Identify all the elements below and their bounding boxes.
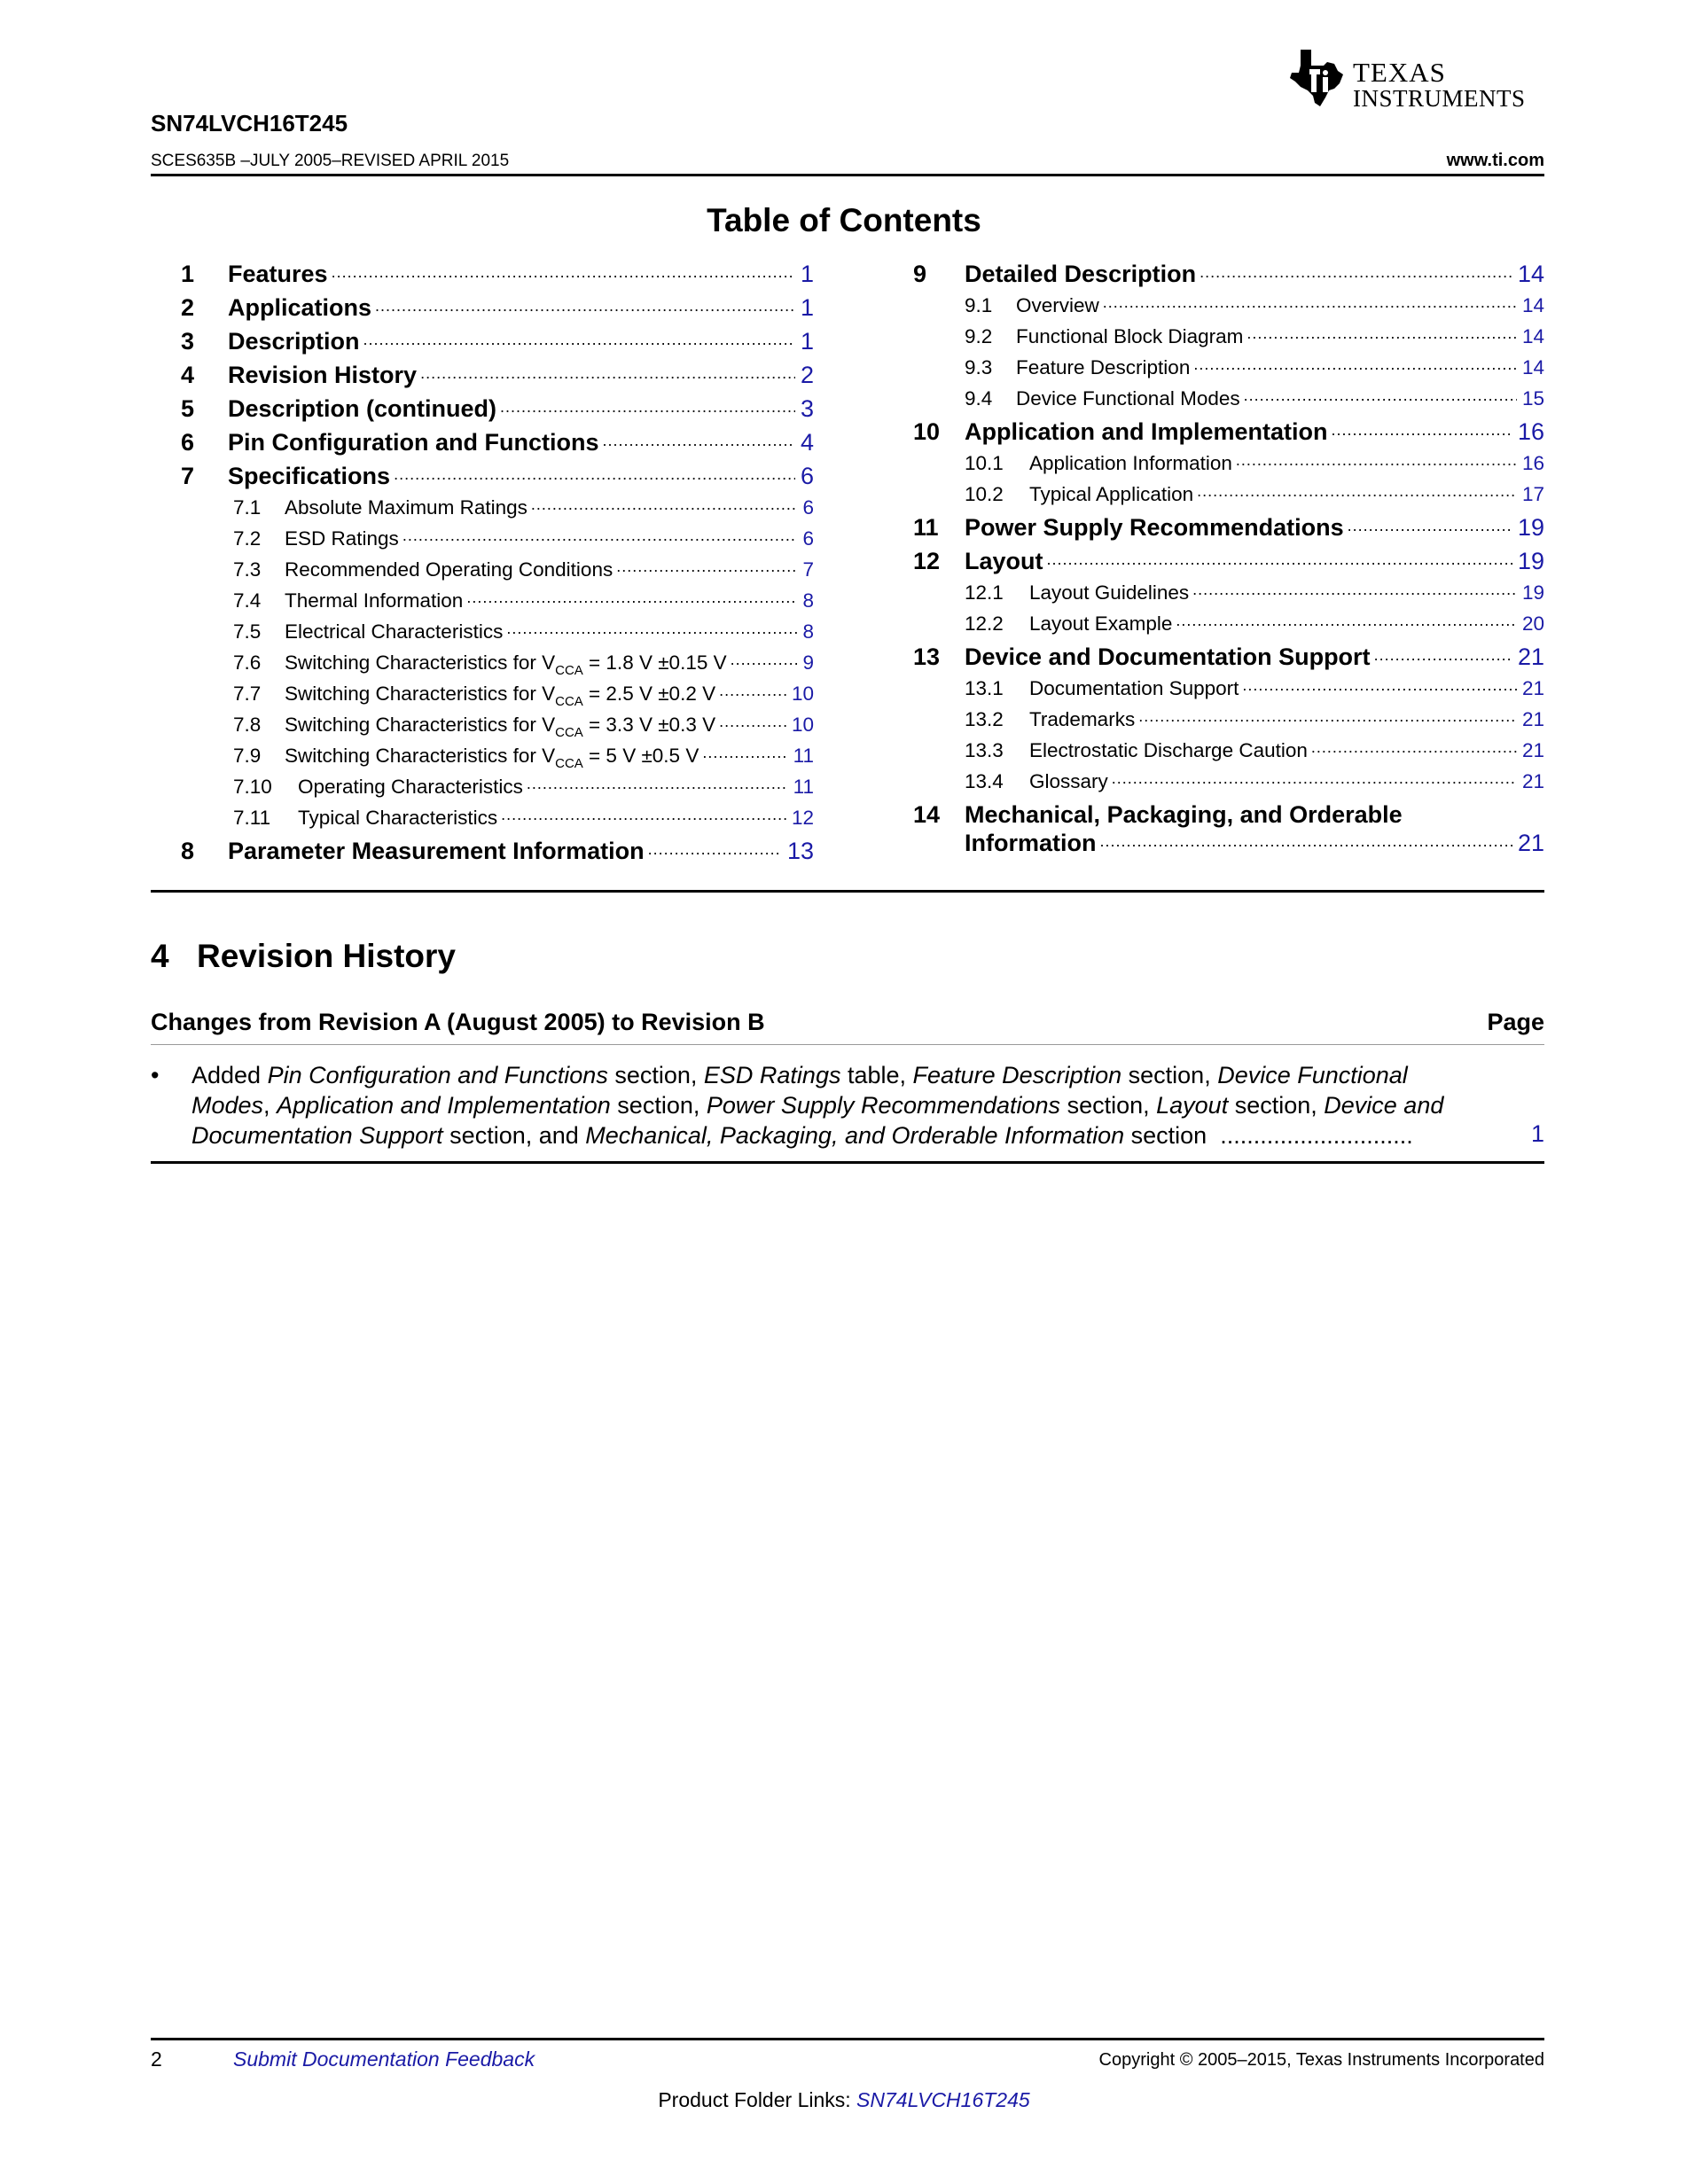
toc-entry-13-3[interactable] (965, 739, 1544, 768)
toc-number: 9.4 (965, 387, 993, 410)
toc-number: 7.11 (233, 807, 271, 829)
toc-entry-9-1[interactable] (965, 294, 1544, 323)
toc-leader-dots (1244, 383, 1517, 406)
toc-entry-12[interactable] (913, 548, 1544, 580)
toc-number: 5 (181, 395, 195, 422)
toc-page-link[interactable]: 6 (800, 463, 814, 489)
toc-page-link[interactable]: 14 (1521, 294, 1544, 316)
product-folder-links (0, 2088, 1688, 2112)
toc-page-link[interactable]: 8 (802, 620, 814, 643)
toc-title-text: Layout (965, 548, 1043, 574)
toc-number: 7.8 (233, 714, 262, 736)
toc-page-link[interactable]: 21 (1521, 677, 1544, 699)
toc-entry-7-2[interactable] (233, 527, 814, 556)
toc-page-link[interactable]: 17 (1521, 483, 1544, 505)
logo-text-line1: TEXAS (1353, 57, 1446, 88)
toc-page-link[interactable]: 11 (793, 776, 814, 798)
toc-number: 10.2 (965, 483, 1004, 505)
toc-entry-9-2[interactable] (965, 325, 1544, 354)
changes-heading-divider (151, 1044, 1544, 1045)
toc-leader-dots (1100, 825, 1512, 853)
toc-leader-dots (1200, 256, 1512, 284)
toc-number: 2 (181, 294, 195, 321)
toc-leader-dots (616, 554, 797, 577)
toc-number: 10.1 (965, 452, 1004, 474)
toc-leader-dots (1332, 414, 1512, 441)
toc-title-text: Thermal Information (285, 589, 464, 612)
toc-page-link[interactable]: 21 (1517, 644, 1544, 670)
section-number: 4 (151, 938, 169, 974)
toc-number: 13.2 (965, 708, 1004, 730)
toc-title-text: Trademarks (1029, 708, 1136, 730)
toc-leader-dots (1242, 673, 1517, 696)
toc-entry-7-9[interactable] (233, 745, 814, 773)
toc-title-text: Layout Guidelines (1029, 581, 1190, 604)
toc-page-link[interactable]: 19 (1517, 514, 1544, 541)
toc-title-text: Description (continued) (228, 395, 496, 422)
toc-leader-dots (1103, 290, 1517, 313)
toc-entry-7-7[interactable] (233, 682, 814, 711)
toc-leader-dots (402, 523, 798, 546)
section-title: Revision History (197, 938, 456, 974)
toc-page-link[interactable]: 10 (791, 714, 814, 736)
toc-number: 7.1 (233, 496, 262, 519)
toc-entry-10[interactable] (913, 418, 1544, 450)
product-links-label: Product Folder Links: (658, 2088, 857, 2111)
toc-number: 7.9 (233, 745, 262, 767)
toc-title-text: Functional Block Diagram (1016, 325, 1244, 347)
toc-title-text: Typical Application (1029, 483, 1194, 505)
toc-leader-dots (1311, 735, 1517, 758)
toc-page-link[interactable]: 11 (793, 745, 814, 767)
change-page-link[interactable]: 1 (1530, 1120, 1544, 1147)
toc-entry-13-2[interactable] (965, 708, 1544, 737)
toc-title-text: Description (228, 328, 360, 355)
toc-number: 7.10 (233, 776, 272, 798)
toc-leader-dots (501, 802, 786, 825)
changes-heading: Changes from Revision A (August 2005) to Revision B (151, 1009, 765, 1035)
document-revision-line: SCES635B –JULY 2005–REVISED APRIL 2015 (151, 152, 510, 170)
toc-title-text: Pin Configuration and Functions (228, 429, 599, 456)
page-column-heading: Page (1487, 1009, 1544, 1035)
toc-title-text: Switching Characteristics for $V_{CCA} = 2.5$ V ±0.2 V (285, 682, 716, 709)
toc-number: 7.7 (233, 682, 262, 705)
toc-title-text: Application and Implementation (965, 418, 1328, 445)
toc-entry-7-10[interactable] (233, 776, 814, 804)
toc-title-text: Revision History (228, 362, 418, 388)
toc-page-link[interactable]: 12 (791, 807, 814, 829)
toc-leader-dots (1246, 321, 1517, 344)
toc-divider (151, 890, 1544, 893)
toc-title-text: Switching Characteristics for $V_{CCA} = 5$ V ±0.5 V (285, 745, 699, 771)
toc-title: Table of Contents (707, 202, 981, 238)
toc-leader-dots (719, 678, 786, 701)
toc-page-link[interactable]: 6 (802, 527, 814, 550)
toc-number: 13 (913, 644, 941, 670)
toc-page-link[interactable]: 13 (786, 838, 814, 864)
toc-number: 14 (913, 801, 941, 828)
toc-leader-dots (602, 425, 795, 452)
toc-page-link[interactable]: 8 (802, 589, 814, 612)
toc-leader-dots (1138, 704, 1517, 727)
toc-page-link[interactable]: 2 (800, 362, 814, 388)
toc-entry-3[interactable] (181, 328, 814, 360)
toc-title-text: Glossary (1029, 770, 1108, 792)
toc-title-text: Applications (228, 294, 372, 321)
toc-page-link[interactable]: 21 (1521, 770, 1544, 792)
toc-entry-7-5[interactable] (233, 620, 814, 649)
toc-title-text: Typical Characteristics (298, 807, 498, 829)
bullet-marker: • (151, 1062, 160, 1088)
toc-leader-dots (1176, 608, 1517, 631)
toc-entry-2[interactable] (181, 294, 814, 326)
toc-title-text: Application Information (1029, 452, 1232, 474)
toc-number: 9.1 (965, 294, 993, 316)
toc-number: 10 (913, 418, 941, 445)
document-part-number: SN74LVCH16T245 (151, 110, 348, 136)
toc-title-text: Features (228, 261, 328, 287)
toc-entry-6[interactable] (181, 429, 814, 461)
toc-number: 9 (913, 261, 927, 287)
header-divider (151, 174, 1544, 176)
toc-title-text: Documentation Support (1029, 677, 1239, 699)
toc-page-link[interactable]: 16 (1521, 452, 1544, 474)
toc-title-text: Mechanical, Packaging, and Orderable (965, 801, 1403, 828)
toc-page-link[interactable]: 6 (802, 496, 814, 519)
toc-entry-8[interactable] (181, 838, 814, 870)
toc-title-text: Detailed Description (965, 261, 1197, 287)
toc-entry-12-1[interactable] (965, 581, 1544, 610)
toc-leader-dots (1192, 577, 1517, 600)
toc-entry-10-2[interactable] (965, 483, 1544, 511)
toc-title-text: Specifications (228, 463, 391, 489)
toc-page-link[interactable]: 20 (1521, 612, 1544, 635)
toc-number: 7.5 (233, 620, 262, 643)
toc-entry-7-3[interactable] (233, 558, 814, 587)
toc-leader-dots (1197, 479, 1517, 502)
toc-title-text: Electrostatic Discharge Caution (1029, 739, 1308, 761)
toc-page-link[interactable]: 15 (1521, 387, 1544, 410)
toc-entry-13-4[interactable] (965, 770, 1544, 799)
toc-entry-12-2[interactable] (965, 612, 1544, 641)
toc-number: 9.3 (965, 356, 993, 378)
submit-feedback-link[interactable]: Submit Documentation Feedback (233, 2048, 535, 2071)
toc-number: 13.3 (965, 739, 1004, 761)
toc-title-text: Device and Documentation Support (965, 644, 1371, 670)
toc-title-text: Switching Characteristics for $V_{CCA} = 3.3$ V ±0.3 V (285, 714, 716, 740)
toc-title-text: Parameter Measurement Information (228, 838, 645, 864)
toc-leader-dots (1112, 766, 1517, 789)
toc-leader-dots (1193, 352, 1517, 375)
toc-title-text: Information (965, 830, 1097, 856)
toc-page-link[interactable]: 19 (1517, 548, 1544, 574)
section-heading-revision-history (151, 938, 456, 975)
toc-leader-dots (719, 709, 786, 732)
toc-number: 7.3 (233, 558, 262, 581)
toc-leader-dots (420, 357, 795, 385)
toc-leader-dots (1374, 639, 1512, 667)
toc-number: 9.2 (965, 325, 993, 347)
toc-page-link[interactable]: 1 (800, 294, 814, 321)
toc-page-link[interactable]: 1 (800, 261, 814, 287)
toc-entry-7-4[interactable] (233, 589, 814, 618)
toc-title-text: Switching Characteristics for $V_{CCA} = 1.8$ V ±0.15 V (285, 651, 727, 678)
toc-leader-dots (466, 585, 797, 608)
footer-divider (151, 2038, 1544, 2040)
toc-leader-dots (500, 391, 795, 418)
toc-number: 1 (181, 261, 195, 287)
toc-page-link[interactable]: 14 (1517, 261, 1544, 287)
copyright-notice: Copyright © 2005–2015, Texas Instruments Incorporated (1098, 2050, 1544, 2070)
toc-entry-13-1[interactable] (965, 677, 1544, 706)
toc-entry-9-3[interactable] (965, 356, 1544, 385)
toc-page-link[interactable]: 9 (802, 651, 814, 674)
toc-leader-dots (363, 324, 795, 351)
change-leader-dots: ............................. (1220, 1122, 1413, 1149)
toc-leader-dots (1348, 510, 1512, 537)
toc-leader-dots (375, 290, 795, 317)
change-entry-text: Added Pin Configuration and Functions section, ESD Ratings table, Feature Description section, Device Functional Modes, Application and Implementation section, Power Supply Recommendations section, Layout section, Device and Documentation Support section, and Mechanical, Packaging, and Orderable Information section ............................. (191, 1062, 1444, 1149)
toc-page-link[interactable]: 14 (1521, 325, 1544, 347)
toc-number: 12.1 (965, 581, 1004, 604)
toc-leader-dots (506, 616, 797, 639)
toc-leader-dots (731, 647, 798, 670)
toc-entry-10-1[interactable] (965, 452, 1544, 480)
toc-number: 13.4 (965, 770, 1004, 792)
toc-entry-7-11[interactable] (233, 807, 814, 835)
toc-number: 11 (913, 514, 939, 541)
toc-number: 6 (181, 429, 195, 456)
toc-title-text: Device Functional Modes (1016, 387, 1240, 410)
toc-title-text: Operating Characteristics (298, 776, 523, 798)
toc-entry-1[interactable] (181, 261, 814, 292)
toc-title-text: Power Supply Recommendations (965, 514, 1344, 541)
toc-leader-dots (394, 458, 795, 486)
toc-title-text: Feature Description (1016, 356, 1191, 378)
toc-page-link[interactable]: 14 (1521, 356, 1544, 378)
toc-entry-13[interactable] (913, 644, 1544, 675)
toc-leader-dots (1236, 448, 1517, 471)
page-number: 2 (151, 2048, 162, 2071)
logo-text-line2: INSTRUMENTS (1353, 85, 1526, 112)
toc-page-link[interactable]: 4 (800, 429, 814, 456)
toc-page-link[interactable]: 16 (1517, 418, 1544, 445)
toc-entry-11[interactable] (913, 514, 1544, 546)
toc-entry-7-6[interactable] (233, 651, 814, 680)
toc-page-link[interactable]: 1 (800, 328, 814, 355)
toc-title-text: Overview (1016, 294, 1099, 316)
toc-entry-9[interactable] (913, 261, 1544, 292)
website-link[interactable]: www.ti.com (1446, 151, 1544, 170)
toc-entry-7[interactable] (181, 463, 814, 495)
toc-number: 4 (181, 362, 195, 388)
toc-leader-dots (531, 492, 798, 515)
toc-number: 12.2 (965, 612, 1004, 635)
toc-title-text: Recommended Operating Conditions (285, 558, 613, 581)
product-folder-link[interactable]: SN74LVCH16T245 (856, 2088, 1030, 2111)
toc-page-link[interactable]: 21 (1521, 708, 1544, 730)
toc-entry-4[interactable] (181, 362, 814, 394)
toc-page-link[interactable]: 19 (1521, 581, 1544, 604)
toc-page-link[interactable]: 10 (791, 682, 814, 705)
toc-title-text: ESD Ratings (285, 527, 399, 550)
toc-number: 7.6 (233, 651, 262, 674)
toc-leader-dots (1047, 543, 1512, 571)
toc-entry-5[interactable] (181, 395, 814, 427)
toc-leader-dots (332, 256, 795, 284)
toc-leader-dots (702, 740, 787, 763)
toc-number: 12 (913, 548, 941, 574)
toc-number: 7.4 (233, 589, 262, 612)
texas-state-icon (1288, 48, 1345, 110)
toc-entry-7-1[interactable] (233, 496, 814, 525)
toc-entry-14[interactable] (913, 830, 1544, 862)
toc-page-link[interactable]: 21 (1521, 739, 1544, 761)
toc-page-link[interactable]: 7 (802, 558, 814, 581)
toc-number: 7 (181, 463, 195, 489)
toc-number: 8 (181, 838, 195, 864)
toc-number: 13.1 (965, 677, 1004, 699)
toc-entry-9-4[interactable] (965, 387, 1544, 416)
toc-title-text: Electrical Characteristics (285, 620, 504, 643)
toc-leader-dots (527, 771, 788, 794)
toc-number: 3 (181, 328, 195, 355)
toc-entry-7-8[interactable] (233, 714, 814, 742)
toc-number: 7.2 (233, 527, 262, 550)
toc-page-link[interactable]: 3 (800, 395, 814, 422)
toc-leader-dots (648, 833, 782, 861)
toc-title-text: Absolute Maximum Ratings (285, 496, 528, 519)
changes-bottom-divider (151, 1161, 1544, 1164)
toc-title-text: Layout Example (1029, 612, 1173, 635)
toc-page-link[interactable]: 21 (1517, 830, 1544, 856)
